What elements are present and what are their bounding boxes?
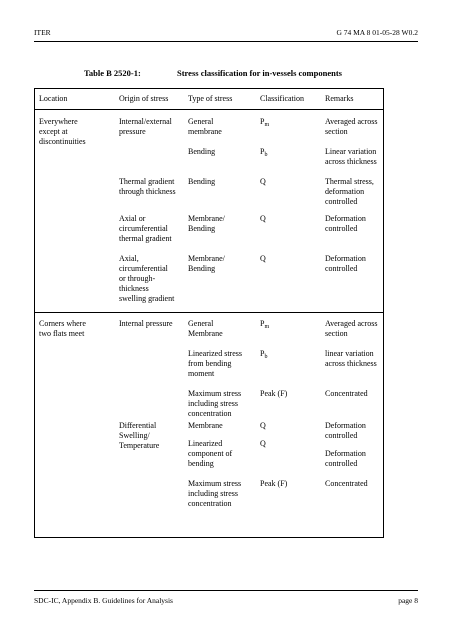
cell-line: Internal pressure bbox=[119, 319, 173, 328]
row-divider bbox=[35, 312, 383, 313]
cell-line: controlled bbox=[325, 197, 358, 206]
type-cell bbox=[188, 421, 223, 431]
column-header-remarks: Remarks bbox=[325, 94, 354, 103]
cell-line: Axial, bbox=[119, 254, 139, 263]
cell-line: Linear variation bbox=[325, 147, 377, 156]
footer-left: SDC-IC, Appendix B. Guidelines for Analysis bbox=[34, 596, 173, 605]
cell-line: Membrane bbox=[188, 421, 223, 430]
cell-line: Temperature bbox=[119, 441, 160, 450]
remarks-cell bbox=[325, 421, 366, 441]
cell-line: Concentrated bbox=[325, 389, 368, 398]
origin-cell bbox=[119, 319, 173, 329]
origin-cell bbox=[119, 177, 176, 197]
page-footer bbox=[34, 596, 418, 608]
type-cell bbox=[188, 147, 215, 157]
cell-line: General bbox=[188, 117, 214, 126]
cell-line: except at bbox=[39, 127, 68, 136]
location-cell bbox=[39, 117, 86, 147]
cell-line: component of bbox=[188, 449, 233, 458]
cell-line: linear variation bbox=[325, 349, 374, 358]
type-cell bbox=[188, 349, 242, 379]
cell-line: controlled bbox=[325, 431, 358, 440]
cell-line: Differential bbox=[119, 421, 157, 430]
cell-line: Thermal stress, bbox=[325, 177, 374, 186]
header-left: ITER bbox=[34, 28, 51, 37]
type-cell bbox=[188, 389, 241, 419]
cell-line: concentration bbox=[188, 409, 232, 418]
cell-line: Deformation bbox=[325, 449, 366, 458]
cell-line: Bending bbox=[188, 177, 216, 186]
cell-line: membrane bbox=[188, 127, 222, 136]
cell-line: Membrane/ bbox=[188, 254, 225, 263]
footer-rule bbox=[34, 590, 418, 591]
cell-line: Maximum stress bbox=[188, 479, 242, 488]
header-rule bbox=[34, 41, 418, 42]
classification-cell: $P_m$ bbox=[260, 117, 270, 128]
remarks-cell bbox=[325, 479, 368, 489]
classification-cell: Q bbox=[260, 254, 266, 263]
cell-line: Internal/external bbox=[119, 117, 172, 126]
cell-line: Linearized bbox=[188, 439, 223, 448]
cell-line: Averaged across bbox=[325, 117, 378, 126]
cell-line: controlled bbox=[325, 264, 358, 273]
cell-line: swelling gradient bbox=[119, 294, 175, 303]
cell-line: controlled bbox=[325, 459, 358, 468]
location-cell bbox=[39, 319, 86, 339]
cell-line: Corners where bbox=[39, 319, 86, 328]
header-right: G 74 MA 8 01-05-28 W0.2 bbox=[336, 28, 418, 37]
classification-cell: Q bbox=[260, 214, 266, 223]
table-caption-label: Table B 2520-1: bbox=[84, 68, 141, 78]
cell-line: moment bbox=[188, 369, 215, 378]
type-cell bbox=[188, 177, 215, 187]
cell-line: General bbox=[188, 319, 214, 328]
origin-cell bbox=[119, 117, 172, 137]
column-header-location: Location bbox=[39, 94, 68, 103]
page-header bbox=[34, 28, 418, 40]
cell-line: Averaged across bbox=[325, 319, 378, 328]
type-cell bbox=[188, 319, 223, 339]
classification-cell: Q bbox=[260, 439, 266, 448]
remarks-cell bbox=[325, 117, 378, 137]
cell-line: deformation bbox=[325, 187, 365, 196]
classification-cell: Peak (F) bbox=[260, 389, 288, 398]
remarks-cell bbox=[325, 177, 374, 207]
cell-line: across thickness bbox=[325, 359, 377, 368]
remarks-cell bbox=[325, 147, 377, 167]
cell-line: circumferential bbox=[119, 224, 168, 233]
cell-line: Bending bbox=[188, 264, 216, 273]
type-cell bbox=[188, 117, 222, 137]
classification-cell: Q bbox=[260, 177, 266, 186]
type-cell bbox=[188, 479, 241, 509]
classification-cell: $P_b$ bbox=[260, 147, 268, 158]
remarks-cell bbox=[325, 449, 366, 469]
classification-cell: Peak (F) bbox=[260, 479, 288, 488]
cell-line: thermal gradient bbox=[119, 234, 172, 243]
cell-line: Linearized stress bbox=[188, 349, 242, 358]
cell-line: or through- bbox=[119, 274, 156, 283]
cell-line: concentration bbox=[188, 499, 232, 508]
cell-line: including stress bbox=[188, 489, 238, 498]
remarks-cell bbox=[325, 319, 378, 339]
cell-line: circumferential bbox=[119, 264, 168, 273]
cell-line: Membrane bbox=[188, 329, 223, 338]
cell-line: Thermal gradient bbox=[119, 177, 175, 186]
cell-line: through thickness bbox=[119, 187, 176, 196]
origin-cell bbox=[119, 421, 159, 451]
cell-line: controlled bbox=[325, 224, 358, 233]
header-row-divider bbox=[35, 109, 383, 110]
cell-line: including stress bbox=[188, 399, 238, 408]
cell-line: across thickness bbox=[325, 157, 377, 166]
remarks-cell bbox=[325, 214, 366, 234]
cell-line: Deformation bbox=[325, 214, 366, 223]
cell-line: thickness bbox=[119, 284, 149, 293]
column-header-classification: Classification bbox=[260, 94, 304, 103]
cell-line: two flats meet bbox=[39, 329, 85, 338]
remarks-cell bbox=[325, 254, 366, 274]
cell-line: Swelling/ bbox=[119, 431, 150, 440]
cell-line: discontinuities bbox=[39, 137, 86, 146]
classification-cell: $P_m$ bbox=[260, 319, 270, 330]
column-header-origin: Origin of stress bbox=[119, 94, 169, 103]
cell-line: Bending bbox=[188, 147, 216, 156]
cell-line: Concentrated bbox=[325, 479, 368, 488]
type-cell bbox=[188, 254, 225, 274]
origin-cell bbox=[119, 254, 174, 304]
cell-line: from bending bbox=[188, 359, 232, 368]
stress-classification-table bbox=[34, 88, 384, 538]
cell-line: Maximum stress bbox=[188, 389, 242, 398]
remarks-cell bbox=[325, 349, 377, 369]
cell-line: Deformation bbox=[325, 421, 366, 430]
type-cell bbox=[188, 214, 225, 234]
table-caption-title: Stress classification for in-vessels components bbox=[177, 68, 342, 78]
column-header-type: Type of stress bbox=[188, 94, 233, 103]
cell-line: Everywhere bbox=[39, 117, 78, 126]
cell-line: section bbox=[325, 127, 348, 136]
classification-cell: $P_b$ bbox=[260, 349, 268, 360]
type-cell bbox=[188, 439, 232, 469]
cell-line: pressure bbox=[119, 127, 146, 136]
table-caption bbox=[84, 68, 342, 78]
cell-line: Deformation bbox=[325, 254, 366, 263]
classification-cell: Q bbox=[260, 421, 266, 430]
page-number: page 8 bbox=[398, 596, 418, 605]
origin-cell bbox=[119, 214, 172, 244]
cell-line: section bbox=[325, 329, 348, 338]
remarks-cell bbox=[325, 389, 368, 399]
cell-line: Membrane/ bbox=[188, 214, 225, 223]
cell-line: Bending bbox=[188, 224, 216, 233]
cell-line: bending bbox=[188, 459, 214, 468]
cell-line: Axial or bbox=[119, 214, 146, 223]
